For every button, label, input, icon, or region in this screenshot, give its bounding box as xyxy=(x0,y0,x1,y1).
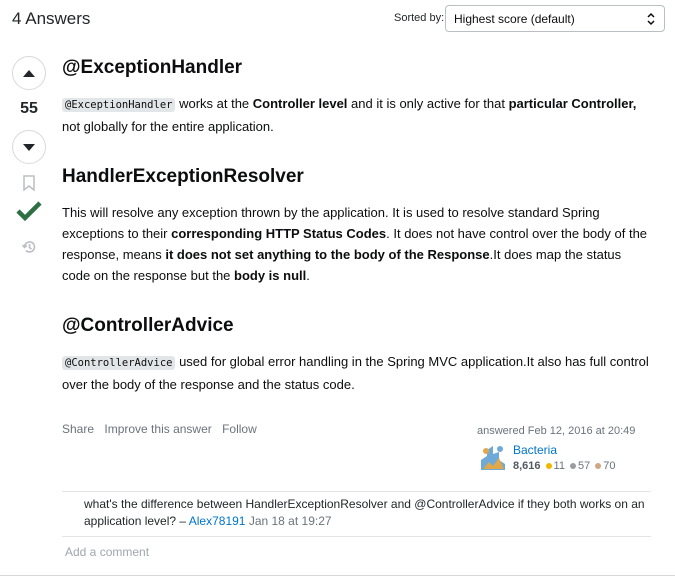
bronze-badge-icon xyxy=(595,463,601,469)
inline-code: @ExceptionHandler xyxy=(62,98,175,112)
inline-code: @ControllerAdvice xyxy=(62,356,175,370)
sort-select-value: Highest score (default) xyxy=(454,12,575,26)
divider xyxy=(0,575,675,576)
answer-body xyxy=(62,56,652,395)
silver-badge-count: 57 xyxy=(577,460,591,472)
comment-date[interactable]: Jan 18 at 19:27 xyxy=(248,514,332,528)
text: and it is only active for that xyxy=(347,96,509,111)
heading-controller-advice: @ControllerAdvice xyxy=(62,315,234,336)
upvote-button[interactable] xyxy=(12,56,46,90)
bold-text: body is null xyxy=(234,268,307,283)
bold-text: particular Controller, xyxy=(508,96,637,111)
text: . xyxy=(306,268,310,283)
history-icon[interactable] xyxy=(21,239,37,255)
heading-handler-exception-resolver: HandlerExceptionResolver xyxy=(62,166,304,187)
share-link[interactable]: Share xyxy=(62,422,95,436)
paragraph-handler-exception-resolver xyxy=(62,202,652,286)
paragraph-controller-advice xyxy=(62,351,652,395)
sort-label: Sorted by: xyxy=(394,12,445,24)
follow-link[interactable]: Follow xyxy=(222,422,257,436)
answered-time: answered Feb 12, 2016 at 20:49 xyxy=(477,425,636,437)
post-menu xyxy=(62,422,264,436)
bold-text: it does not set anything to the body of the Response xyxy=(165,247,490,262)
add-comment-link[interactable]: Add a comment xyxy=(65,545,150,559)
user-avatar[interactable] xyxy=(477,442,509,474)
text: This will resolve any exception thrown by the application. It is used to resolve standard Spring exceptions to their xyxy=(62,205,600,241)
downvote-button[interactable] xyxy=(12,130,46,164)
text: not globally for the entire application. xyxy=(62,119,274,134)
comment-user[interactable]: Alex78191 xyxy=(188,514,246,528)
silver-badge-icon xyxy=(570,463,576,469)
arrow-down-icon xyxy=(22,141,36,153)
sort-select[interactable] xyxy=(445,5,665,32)
bookmark-icon[interactable] xyxy=(22,175,36,191)
sort-arrows-icon xyxy=(647,12,655,26)
accepted-check-icon xyxy=(16,200,42,222)
comment-text: what's the difference between HandlerExceptionResolver and @ControllerAdvice if they both works on an application level? – xyxy=(84,497,645,528)
gold-badge-icon xyxy=(546,463,552,469)
user-reputation xyxy=(513,460,615,472)
comment xyxy=(62,492,651,537)
bold-text: corresponding HTTP Status Codes xyxy=(171,226,387,241)
paragraph-exception-handler xyxy=(62,93,652,137)
text: works at the xyxy=(175,96,253,111)
arrow-up-icon xyxy=(22,67,36,79)
text: . It does not have control over the body of the response, means xyxy=(62,226,648,262)
text: used for global error handling in the Spring MVC application.It also has full control over the body of the response and the status code. xyxy=(62,354,649,392)
user-name[interactable]: Bacteria xyxy=(513,443,558,457)
answers-count: 4 Answers xyxy=(12,9,91,28)
improve-answer-link[interactable]: Improve this answer xyxy=(104,422,212,436)
heading-exception-handler: @ExceptionHandler xyxy=(62,57,243,78)
comments-list xyxy=(62,491,651,537)
bold-text: Controller level xyxy=(252,96,348,111)
reputation-score: 8,616 xyxy=(513,460,541,472)
gold-badge-count: 11 xyxy=(553,460,565,472)
text: .It does map the status code on the response but the xyxy=(62,247,622,283)
vote-count: 55 xyxy=(20,100,38,117)
user-card xyxy=(477,425,657,472)
bronze-badge-count: 70 xyxy=(603,460,616,472)
